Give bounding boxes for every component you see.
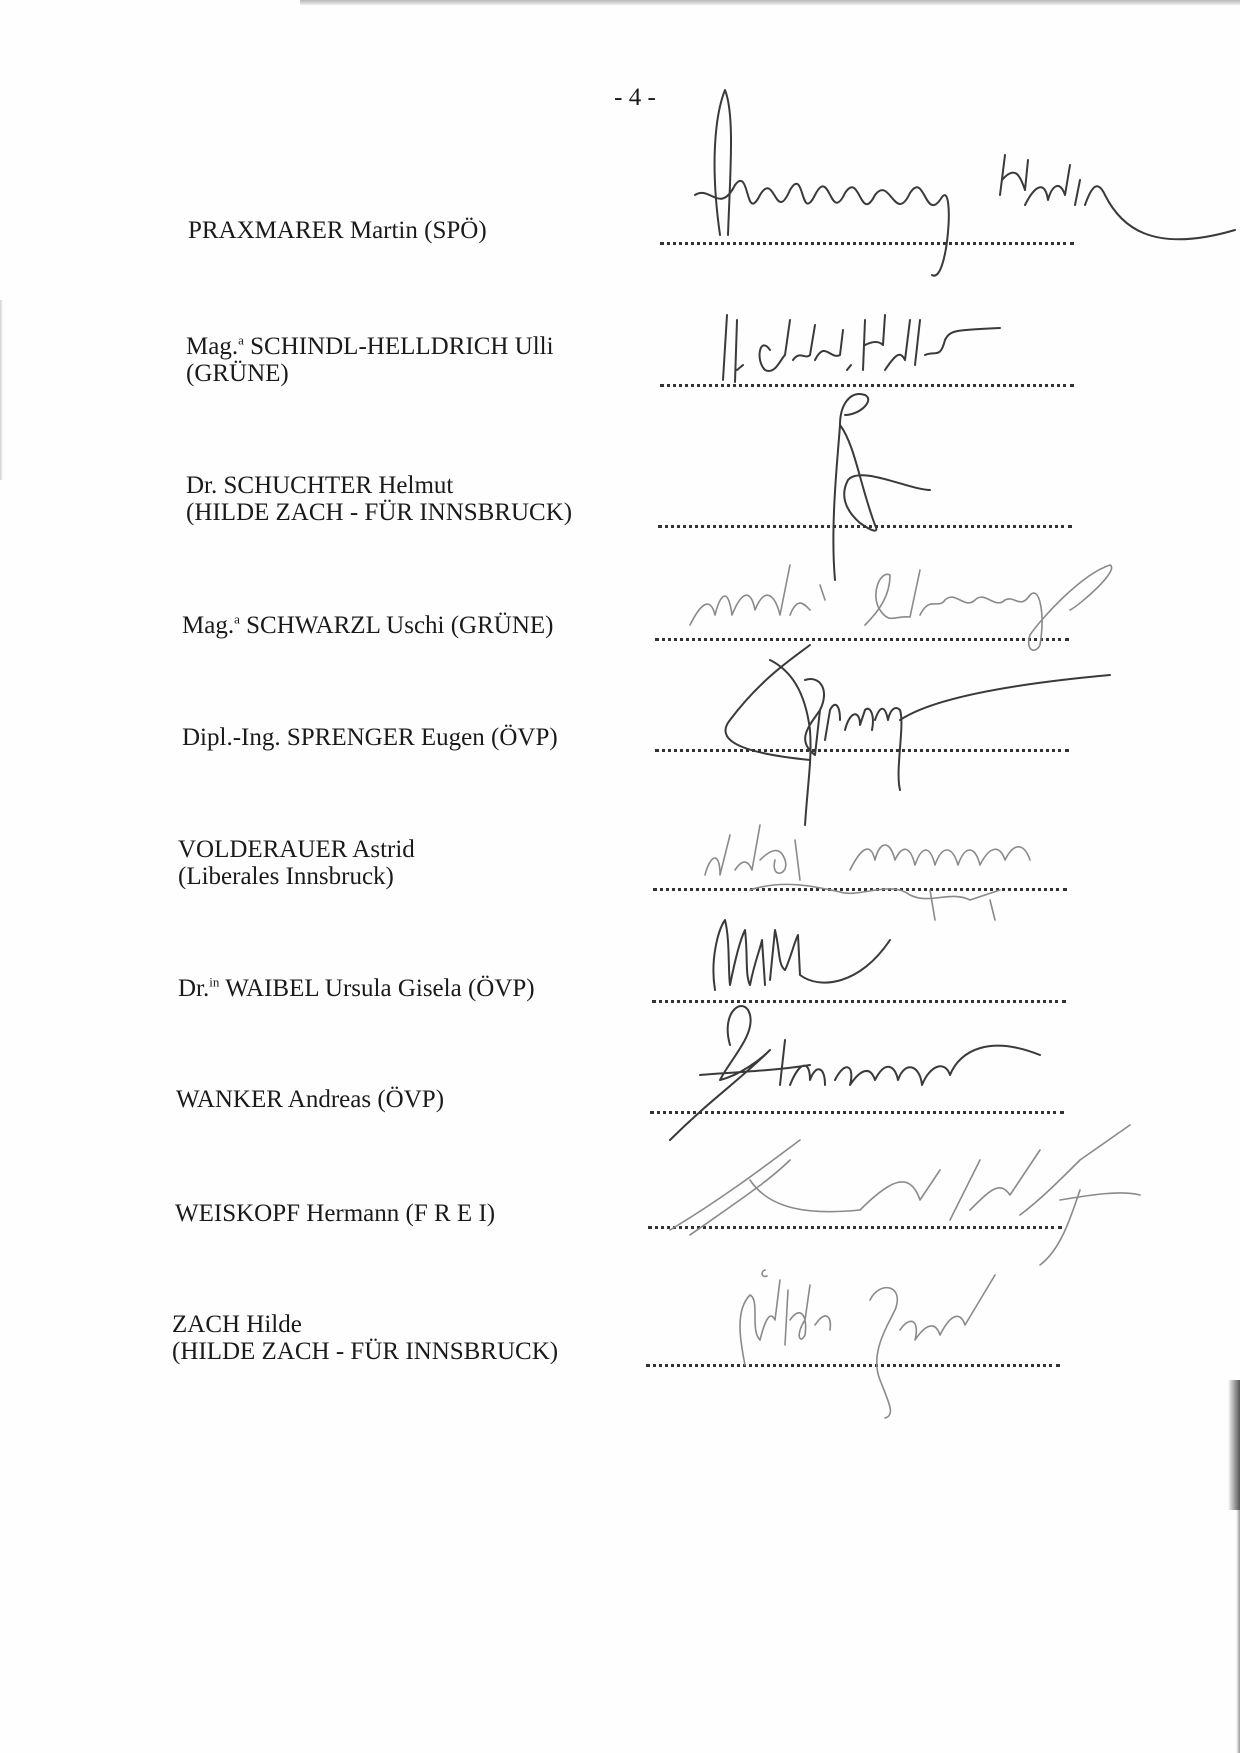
signatory-name-zach (172, 1311, 558, 1365)
signatory-name: WAIBEL Ursula Gisela (ÖVP) (225, 975, 535, 1002)
signatory-name: PRAXMARER Martin (SPÖ) (188, 217, 487, 244)
handwritten-signature-weiskopf (660, 1120, 1160, 1270)
signature-line-schuchter (658, 525, 1072, 528)
signatory-name-weiskopf (175, 1200, 495, 1227)
signatory-name: SCHINDL-HELLDRICH Ulli (250, 333, 554, 360)
signatory-name-schindl-helldrich (186, 333, 554, 387)
signatory-party: (HILDE ZACH - FÜR INNSBRUCK) (172, 1338, 559, 1365)
signatory-name: ZACH Hilde (172, 1311, 302, 1338)
handwritten-signature-praxmarer (680, 85, 1240, 295)
scan-edge-right-lower (1236, 1510, 1240, 1753)
signatory-name-praxmarer (188, 217, 487, 244)
signatory-title: Mag. (182, 612, 235, 639)
signatory-title: Dr. (178, 975, 210, 1002)
signatory-name: WEISKOPF Hermann (F R E I) (175, 1200, 496, 1227)
signatory-title-superscript: in (209, 974, 220, 990)
signatory-name-waibel (178, 975, 535, 1002)
handwritten-signature-waibel (700, 900, 900, 1000)
signatory-name-sprenger (182, 724, 558, 751)
page-number: - 4 - (614, 84, 656, 111)
scan-edge-left (0, 300, 3, 480)
handwritten-signature-zach (720, 1260, 1040, 1420)
handwritten-signature-schindl-helldrich (715, 300, 1015, 390)
signatory-title-superscript: a (238, 332, 244, 348)
signatory-title-superscript: a (234, 611, 240, 627)
signatory-name-schwarzl (182, 612, 554, 639)
scan-edge-right (1228, 1380, 1240, 1510)
handwritten-signature-sprenger (700, 640, 1120, 830)
signatory-party: (HILDE ZACH - FÜR INNSBRUCK) (186, 499, 573, 526)
signatory-party: (GRÜNE) (186, 360, 289, 387)
signatory-name-wanker (176, 1086, 444, 1113)
signatory-name-volderauer (178, 836, 415, 890)
signatory-name: Dipl.-Ing. SPRENGER Eugen (ÖVP) (182, 724, 558, 751)
scan-edge-top (300, 0, 1240, 5)
signatory-name: Dr. SCHUCHTER Helmut (186, 472, 454, 499)
signatory-party: (Liberales Innsbruck) (178, 863, 394, 890)
signatory-name: VOLDERAUER Astrid (178, 836, 415, 863)
signatory-name: SCHWARZL Uschi (GRÜNE) (246, 612, 554, 639)
signatory-name-schuchter (186, 472, 572, 526)
signatory-name: WANKER Andreas (ÖVP) (176, 1086, 445, 1113)
signatory-title: Mag. (186, 333, 239, 360)
